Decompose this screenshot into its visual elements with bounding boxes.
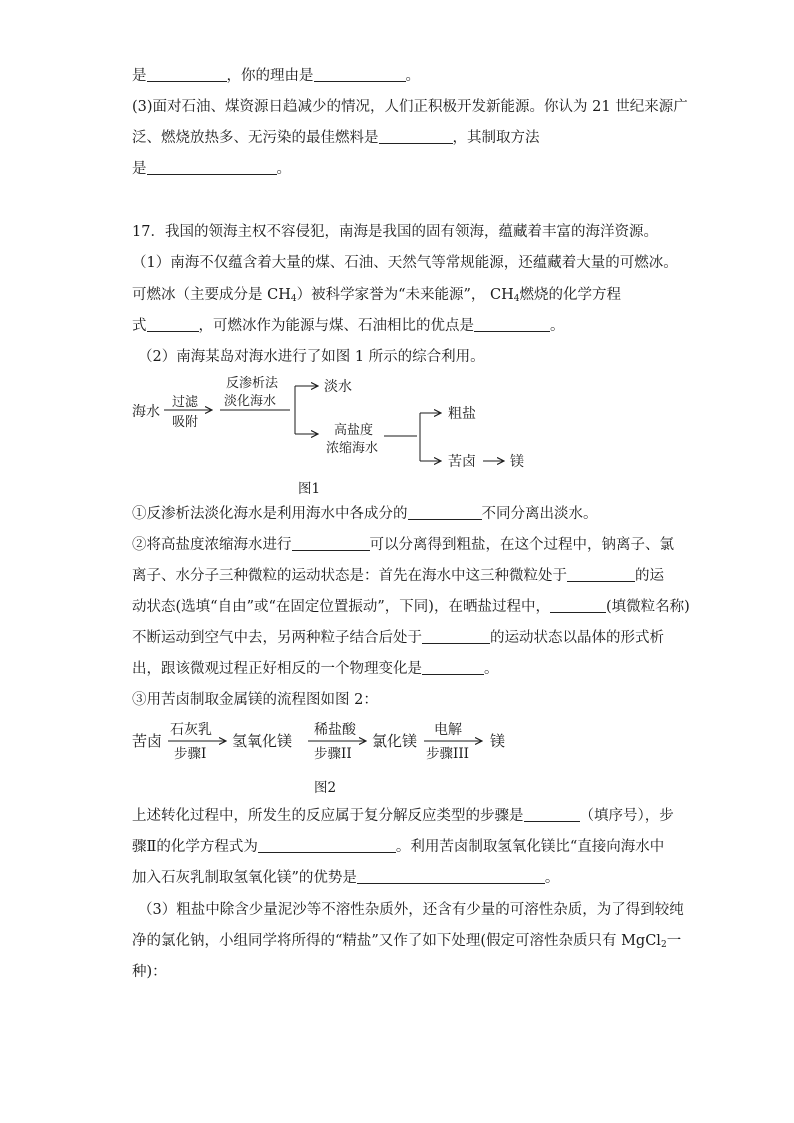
text: 的运 xyxy=(635,568,664,584)
subq-1 xyxy=(132,504,598,524)
fig2-mgcl: 氯化镁 xyxy=(372,732,418,750)
answer-blank[interactable] xyxy=(422,660,484,675)
line-3 xyxy=(132,128,540,148)
fig1-brine: 苦卤 xyxy=(448,454,476,470)
text: 可以分离得到粗盐，在这个过程中，钠离子、氯 xyxy=(369,537,674,553)
text: 可燃冰（主要成分是 CH xyxy=(132,287,291,303)
line-1 xyxy=(132,66,420,86)
fig2-lime: 石灰乳 xyxy=(170,722,212,738)
answer-blank[interactable] xyxy=(292,536,370,551)
text: 。 xyxy=(544,870,560,886)
text: ，可燃冰作为能源与煤、石油相比的优点是 xyxy=(198,318,474,334)
fig2-mgoh: 氢氧化镁 xyxy=(232,732,293,750)
text: (填微粒名称) xyxy=(605,599,690,615)
text: （填序号），步 xyxy=(579,808,674,824)
text: 。 xyxy=(484,661,499,677)
text: 一 xyxy=(666,933,682,949)
figure-2-caption: 图2 xyxy=(314,780,337,796)
question-17-title: 17．我国的领海主权不容侵犯，南海是我国的固有领海，蕴藏着丰富的海洋资源。 xyxy=(132,224,658,240)
text: 。利用苦卤制取氢氧化镁比“直接向海水中 xyxy=(395,839,665,855)
text: ，你的理由是 xyxy=(226,68,314,84)
text: 净的氯化钠，小组同学将所得的“精盐”又作了如下处理(假定可溶性杂质只有 MgCl xyxy=(132,933,661,949)
subscript: 4 xyxy=(290,294,297,304)
subq-2-line2 xyxy=(132,566,664,586)
fig2-hcl: 稀盐酸 xyxy=(314,722,356,738)
text: 泛、燃烧放热多、无污染的最佳燃料是 xyxy=(132,130,379,146)
fig1-ro1: 反渗析法 xyxy=(226,376,279,391)
text: 出，跟该微观过程正好相反的一个物理变化是 xyxy=(132,661,422,677)
answer-blank[interactable] xyxy=(357,869,545,884)
figure-2-diagram xyxy=(128,716,528,766)
fig2-mg: 镁 xyxy=(490,732,506,750)
text: 燃烧的化学方程 xyxy=(519,287,622,303)
answer-blank[interactable] xyxy=(408,505,482,520)
subq-3-line3 xyxy=(132,837,664,857)
answer-blank[interactable] xyxy=(147,160,277,175)
subscript: 2 xyxy=(660,940,667,950)
answer-blank[interactable] xyxy=(550,598,606,613)
q17-part1: （1）南海不仅蕴含着大量的煤、石油、天然气等常规能源，还蕴藏着大量的可燃冰。 xyxy=(132,255,678,271)
subq-2-line4 xyxy=(132,628,664,648)
text: 上述转化过程中，所发生的反应属于复分解反应类型的步骤是 xyxy=(132,808,524,824)
q17-part1-line2 xyxy=(132,285,621,309)
text: ①反渗析法淡化海水是利用海水中各成分的 xyxy=(132,506,408,522)
text: 是 xyxy=(132,161,147,177)
text: 是 xyxy=(132,68,147,84)
fig1-filter: 过滤 xyxy=(172,395,199,410)
subq-2-line5 xyxy=(132,659,499,679)
answer-blank[interactable] xyxy=(379,129,453,144)
answer-blank[interactable] xyxy=(314,67,406,82)
q17-part3-line2 xyxy=(132,931,681,955)
subscript: 4 xyxy=(513,294,520,304)
answer-blank[interactable] xyxy=(258,838,396,853)
text: ）被科学家誉为“未来能源”， CH xyxy=(296,287,514,303)
text: 加入石灰乳制取氢氧化镁”的优势是 xyxy=(132,870,357,886)
text: 。 xyxy=(276,161,291,177)
subq-3: ③用苦卤制取金属镁的流程图如图 2： xyxy=(132,692,378,708)
q17-part1-line3 xyxy=(132,316,565,336)
text: 动状态(选填“自由”或“在固定位置振动”，下同)，在晒盐过程中， xyxy=(132,599,550,615)
q17-part3-line3: 种)： xyxy=(132,964,167,980)
text: 。 xyxy=(550,318,565,334)
fig1-hs2: 浓缩海水 xyxy=(326,441,379,456)
text: 的运动状态以晶体的形式析 xyxy=(490,630,664,646)
text: ②将高盐度浓缩海水进行 xyxy=(132,537,292,553)
fig1-hs1: 高盐度 xyxy=(334,423,374,438)
answer-blank[interactable] xyxy=(524,807,580,822)
fig2-step3: 步骤III xyxy=(426,746,469,762)
text: 式 xyxy=(132,318,147,334)
subq-3-line4 xyxy=(132,868,559,888)
text: ，其制取方法 xyxy=(452,130,540,146)
text: 骤Ⅱ的化学方程式为 xyxy=(132,839,258,855)
text: 不断运动到空气中去，另两种粒子结合后处于 xyxy=(132,630,422,646)
text: 离子、水分子三种微粒的运动状态是：首先在海水中这三种微粒处于 xyxy=(132,568,567,584)
fig1-ro2: 淡化海水 xyxy=(224,394,277,409)
answer-blank[interactable] xyxy=(474,317,550,332)
fig2-elec: 电解 xyxy=(434,722,462,738)
text: 。 xyxy=(405,68,420,84)
q17-part2: （2）南海某岛对海水进行了如图 1 所示的综合利用。 xyxy=(138,349,485,365)
subq-3-line2 xyxy=(132,806,674,826)
line-2: (3)面对石油、煤资源日趋减少的情况，人们正积极开发新能源。你认为 21 世纪来源广 xyxy=(132,99,688,115)
answer-blank[interactable] xyxy=(147,317,199,332)
fig1-seawater: 海水 xyxy=(132,404,160,420)
fig2-step1: 步骤I xyxy=(174,746,207,762)
answer-blank[interactable] xyxy=(422,629,490,644)
answer-blank[interactable] xyxy=(567,567,635,582)
fig2-brine: 苦卤 xyxy=(132,732,163,750)
fig1-fresh: 淡水 xyxy=(324,379,352,395)
subq-2-line3 xyxy=(132,597,690,617)
figure-1-diagram xyxy=(128,372,548,477)
q17-part3: （3）粗盐中除含少量泥沙等不溶性杂质外，还含有少量的可溶性杂质，为了得到较纯 xyxy=(138,902,684,918)
fig2-step2: 步骤II xyxy=(314,746,352,762)
line-4 xyxy=(132,159,291,179)
answer-blank[interactable] xyxy=(147,67,227,82)
fig1-crude: 粗盐 xyxy=(448,406,476,422)
fig1-mg: 镁 xyxy=(510,454,524,470)
text: 不同分离出淡水。 xyxy=(481,506,598,522)
subq-2 xyxy=(132,535,674,555)
figure-1-caption: 图1 xyxy=(298,481,321,497)
fig1-adsorb: 吸附 xyxy=(172,415,199,430)
